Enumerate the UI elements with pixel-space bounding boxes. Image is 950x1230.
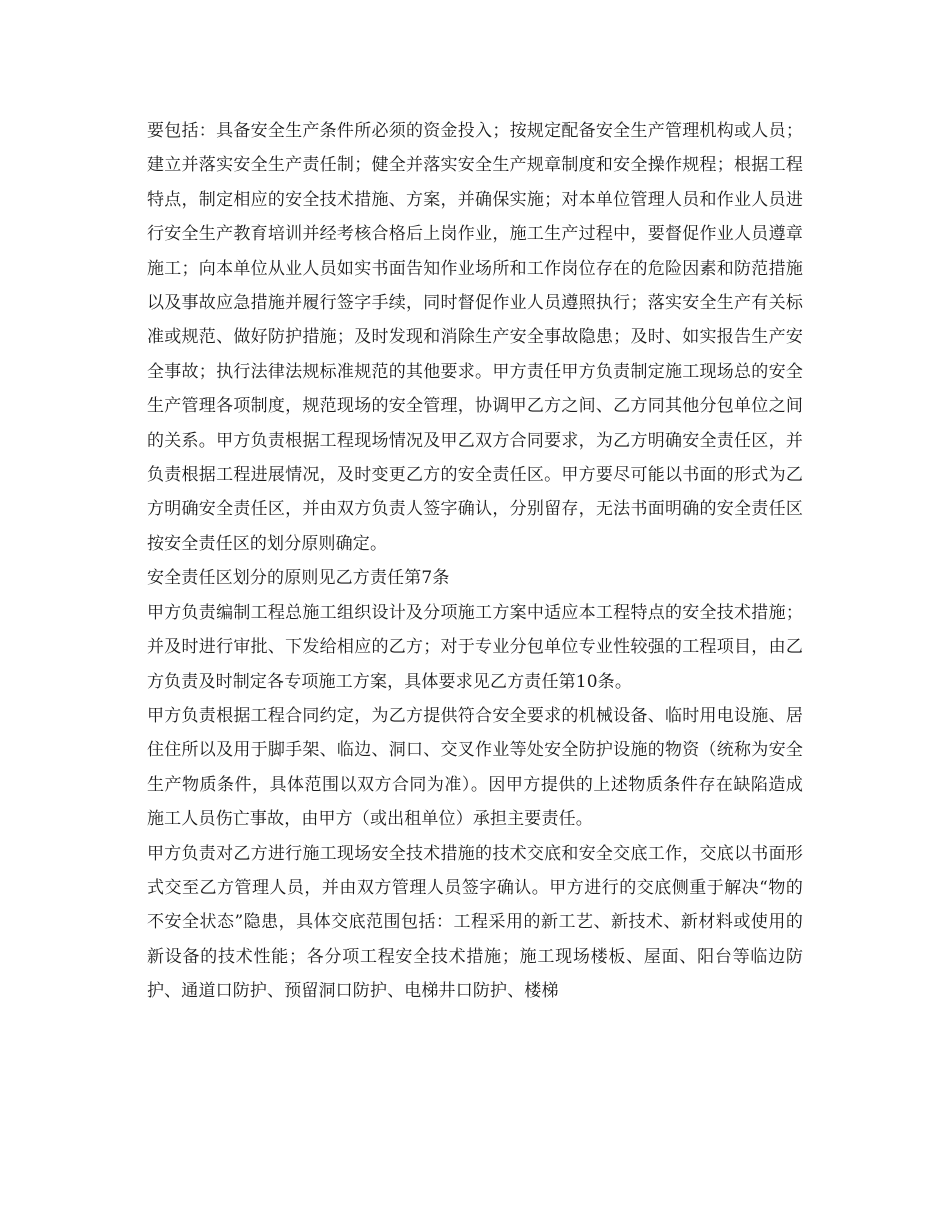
paragraph-material-conditions: 甲方负责根据工程合同约定，为乙方提供符合安全要求的机械设备、临时用电设施、居住住所以及用于脚手架、临边、洞口、交叉作业等处安全防护设施的物资（统称为安全生产物质条件，具体范围以双方合同为准）。因甲方提供的上述物质条件存在缺陷造成施工人员伤亡事故，由甲方（或出租单位）承担主要责任。 — [147, 705, 803, 830]
document-body — [147, 114, 803, 1009]
paragraph-zone-principle: 安全责任区划分的原则见乙方责任第7条 — [147, 568, 450, 589]
paragraph-construction-plan: 甲方负责编制工程总施工组织设计及分项施工方案中适应本工程特点的安全技术措施；并及时进行审批、下发给相应的乙方；对于专业分包单位专业性较强的工程项目，由乙方负责及时制定各专项施工方案，具体要求见乙方责任第10条。 — [147, 602, 803, 692]
paragraph-responsibilities-continued: 要包括：具备安全生产条件所必须的资金投入；按规定配备安全生产管理机构或人员；建立并落实安全生产责任制；健全并落实安全生产规章制度和安全操作规程；根据工程特点，制定相应的安全技术措施、方案，并确保实施；对本单位管理人员和作业人员进行安全生产教育培训并经考核合格后上岗作业，施工生产过程中，要督促作业人员遵章施工；向本单位从业人员如实书面告知作业场所和工作岗位存在的危险因素和防范措施以及事故应急措施并履行签字手续，同时督促作业人员遵照执行；落实安全生产有关标准或规范、做好防护措施；及时发现和消除生产安全事故隐患；及时、如实报告生产安全事故；执行法律法规标准规范的其他要求。甲方责任甲方负责制定施工现场总的安全生产管理各项制度，规范现场的安全管理，协调甲乙方之间、乙方同其他分包单位之间的关系。甲方负责根据工程现场情况及甲乙双方合同要求，为乙方明确安全责任区，并负责根据工程进展情况，及时变更乙方的安全责任区。甲方要尽可能以书面的形式为乙方明确安全责任区，并由双方负责人签字确认，分别留存，无法书面明确的安全责任区按安全责任区的划分原则确定。 — [147, 121, 803, 554]
paragraph-technical-briefing: 甲方负责对乙方进行施工现场安全技术措施的技术交底和安全交底工作，交底以书面形式交至乙方管理人员，并由双方管理人员签字确认。甲方进行的交底侧重于解决“物的不安全状态”隐患，具体交底范围包括：工程采用的新工艺、新技术、新材料或使用的新设备的技术性能；各分项工程安全技术措施；施工现场楼板、屋面、阳台等临边防护、通道口防护、预留洞口防护、电梯井口防护、楼梯 — [147, 843, 803, 1002]
